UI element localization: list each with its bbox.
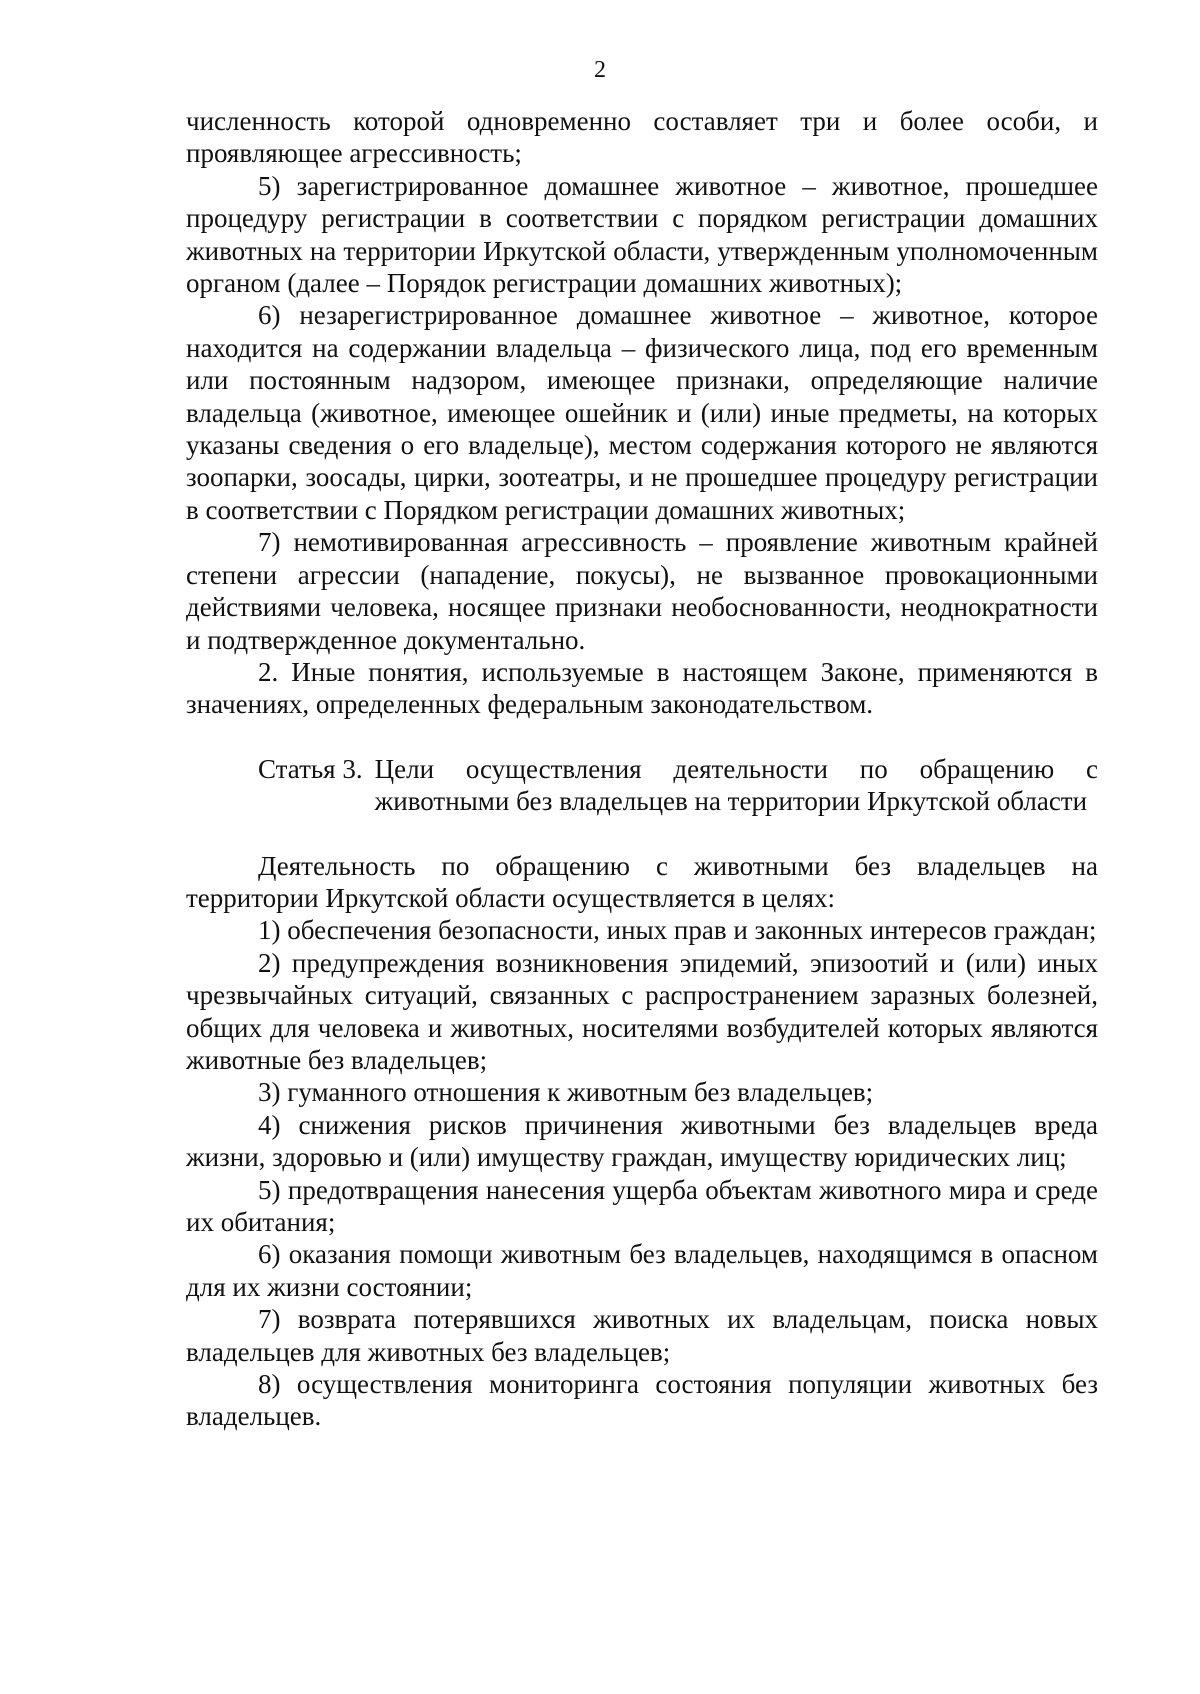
article-title: Цели осуществления деятельности по обращению с животными без владельцев на территории Иркутской области: [374, 753, 1098, 817]
goal-item-8: 8) осуществления мониторинга состояния популяции животных без владельцев.: [186, 1369, 1098, 1432]
goal-item-2: 2) предупреждения возникновения эпидемий, эпизоотий и (или) иных чрезвычайных ситуаций, связанных с распространением заразных болезней, общих для человека и животных, носителями возбудителей которых являются животные без владельцев;: [186, 947, 1098, 1075]
definition-item-5: 5) зарегистрированное домашнее животное – животное, прошедшее процедуру регистрации в соответствии с порядком регистрации домашних животных на территории Иркутской области, утвержденным уполномоченным органом (далее – Порядок регистрации домашних животных);: [186, 170, 1098, 299]
paragraph-continuation: численность которой одновременно составляет три и более особи, и проявляющее агрессивность;: [186, 106, 1098, 169]
goal-item-3: 3) гуманного отношения к животным без владельцев;: [258, 1077, 874, 1108]
article-intro: Деятельность по обращению с животными без владельцев на территории Иркутской области осуществляется в целях:: [186, 850, 1098, 913]
goal-item-6: 6) оказания помощи животным без владельцев, находящимся в опасном для их жизни состоянии;: [186, 1239, 1098, 1302]
goal-item-4: 4) снижения рисков причинения животными без владельцев вреда жизни, здоровью и (или) имуществу граждан, имуществу юридических лиц;: [186, 1109, 1098, 1173]
goal-item-5: 5) предотвращения нанесения ущерба объектам животного мира и среде их обитания;: [186, 1174, 1098, 1237]
document-body: [186, 105, 1098, 1433]
goal-item-7: 7) возврата потерявшихся животных их владельцам, поиска новых владельцев для животных без владельцев;: [186, 1304, 1098, 1367]
definition-item-7: 7) немотивированная агрессивность – проявление животным крайней степени агрессии (нападение, покусы), не вызванное провокационными действиями человека, носящее признаки необоснованности, неоднократности и подтвержденное документально.: [186, 527, 1098, 655]
definition-item-6: 6) незарегистрированное домашнее животное – животное, которое находится на содержании владельца – физического лица, под его временным или постоянным надзором, имеющее признаки, определяющие наличие владельца (животное, имеющее ошейник и (или) иные предметы, на которых указаны сведения о его владельце), местом содержания которого не являются зоопарки, зоосады, цирки, зоотеатры, и не прошедшее процедуру регистрации в соответствии с Порядком регистрации домашних животных;: [186, 300, 1098, 525]
paragraph-part-2: 2. Иные понятия, используемые в настоящем Законе, применяются в значениях, определенных федеральным законодательством.: [186, 656, 1098, 720]
article-heading: [186, 753, 1098, 818]
page-number: 2: [594, 57, 606, 83]
article-label: Статья 3.: [258, 753, 363, 784]
goal-item-1: 1) обеспечения безопасности, иных прав и законных интересов граждан;: [258, 915, 1097, 946]
